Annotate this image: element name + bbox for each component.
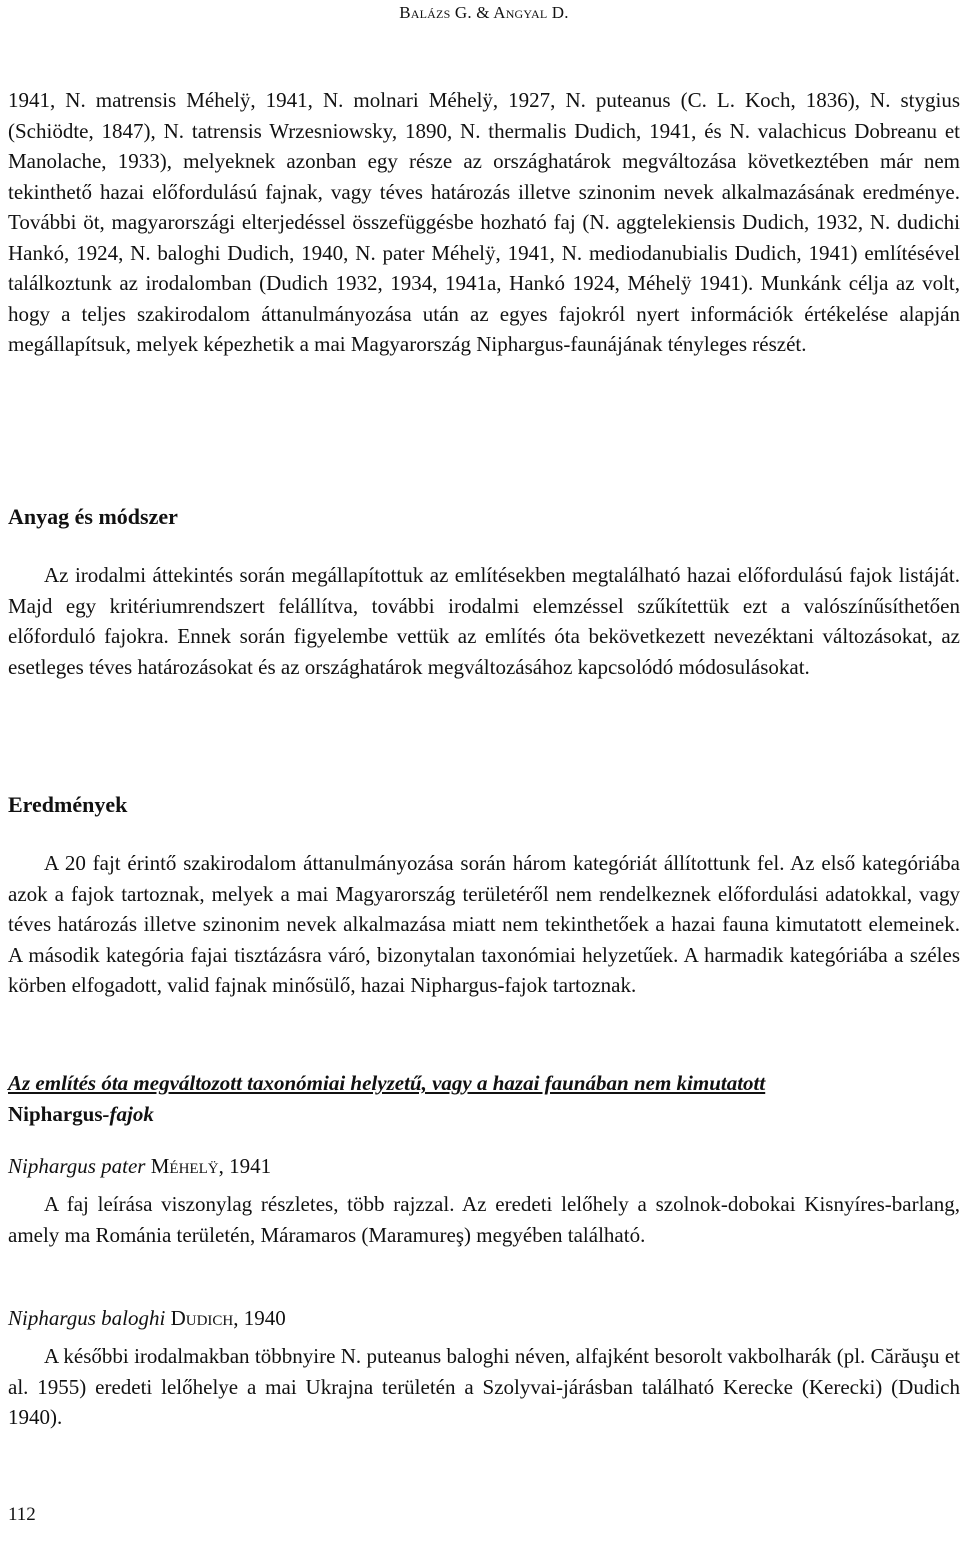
- subsection-suffix: -fajok: [102, 1101, 154, 1126]
- running-head: Balázs G. & Angyal D.: [399, 3, 569, 22]
- intro-paragraph: 1941, N. matrensis Méhelÿ, 1941, N. molnari Méhelÿ, 1927, N. puteanus (C. L. Koch, 1836), N. stygius (Schiödte, 1847), N. tatrensis Wrzesniowsky, 1890, N. thermalis Dudich, 1941, és N. valachicus Dobreanu et Manolache, 1933), melyeknek azonban egy része az országhatárok megváltozása következtében már nem tekinthető hazai előfordulású fajnak, vagy téves határozás illetve szinonim nevek alkalmazásának eredménye. További öt, magyarországi elterjedéssel összefüggésbe hozható faj (N. aggtelekiensis Dudich, 1932, N. dudichi Hankó, 1924, N. baloghi Dudich, 1940, N. pater Méhelÿ, 1941, N. mediodanubialis Dudich, 1941) említésével találkoztunk az irodalomban (Dudich 1932, 1934, 1941a, Hankó 1924, Méhelÿ 1941). Munkánk célja az volt, hogy a teljes szakirodalom áttanulmányozása után az egyes fajokról nyert információk értékelése alapján megállapítsuk, melyek képezhetik a mai Magyarország Niphargus-faunájának tényleges részét.: [8, 88, 960, 356]
- methods-heading: Anyag és módszer: [8, 504, 178, 529]
- species-paragraph: A későbbi irodalmakban többnyire N. puteanus baloghi néven, alfajként besorolt vakbolharák (pl. Cărăuşu et al. 1955) eredeti lelőhelye a mai Ukrajna területén a Szolyvai-járásban található Kerecke (Kerecki) (Dudich 1940).: [8, 1344, 960, 1429]
- species-name: Niphargus pater: [8, 1154, 146, 1178]
- species-year: , 1940: [233, 1306, 286, 1330]
- results-paragraph: A 20 fajt érintő szakirodalom áttanulmányozása során három kategóriát állítottunk fel. Az első kategóriába azok a fajok tartoznak, melyek a mai Magyarország területéről nem rendelkeznek előfordulási adatokkal, vagy téves határozás illetve szinonim nevek alkalmazása miatt nem tekinthetőek a hazai fauna kimutatott elemeinek. A második kategória fajai tisztázásra váró, bizonytalan taxonómiai helyzetűek. A harmadik kategóriába a széles körben elfogadott, valid fajnak minősülő, hazai Niphargus-fajok tartoznak.: [8, 851, 960, 997]
- subsection-genus: Niphargus: [8, 1101, 103, 1126]
- species-author: Dudich: [170, 1306, 234, 1330]
- page-number: 112: [8, 1504, 36, 1525]
- species-year: , 1941: [218, 1154, 272, 1178]
- subsection-heading: [8, 1068, 960, 1129]
- species-author: Méhelÿ: [150, 1154, 219, 1178]
- species-title: [8, 1304, 286, 1332]
- subsection-heading-line1: Az említés óta megváltozott taxonómiai helyzetű, vagy a hazai faunában nem kimutatott: [8, 1071, 766, 1095]
- results-heading: Eredmények: [8, 792, 128, 817]
- methods-paragraph: Az irodalmi áttekintés során megállapítottuk az említésekben megtalálható hazai előfordulású fajok listáját. Majd egy kritériumrendszert felállítva, további irodalmi elemzéssel szűkítettük ezt a valószínűsíthetően előforduló fajokra. Ennek során figyelembe vettük az említés óta bekövetkezett nevezéktani változásokat, az esetleges téves határozásokat és az országhatárok megváltozásához kapcsolódó módosulásokat.: [8, 563, 960, 679]
- species-title: [8, 1152, 271, 1180]
- species-paragraph: A faj leírása viszonylag részletes, több rajzzal. Az eredeti lelőhely a szolnok-dobokai Kisnyíres-barlang, amely ma Románia területén, Máramaros (Maramureş) megyében található.: [8, 1192, 960, 1247]
- document-page: [8, 0, 960, 1547]
- species-name: Niphargus baloghi: [8, 1306, 166, 1330]
